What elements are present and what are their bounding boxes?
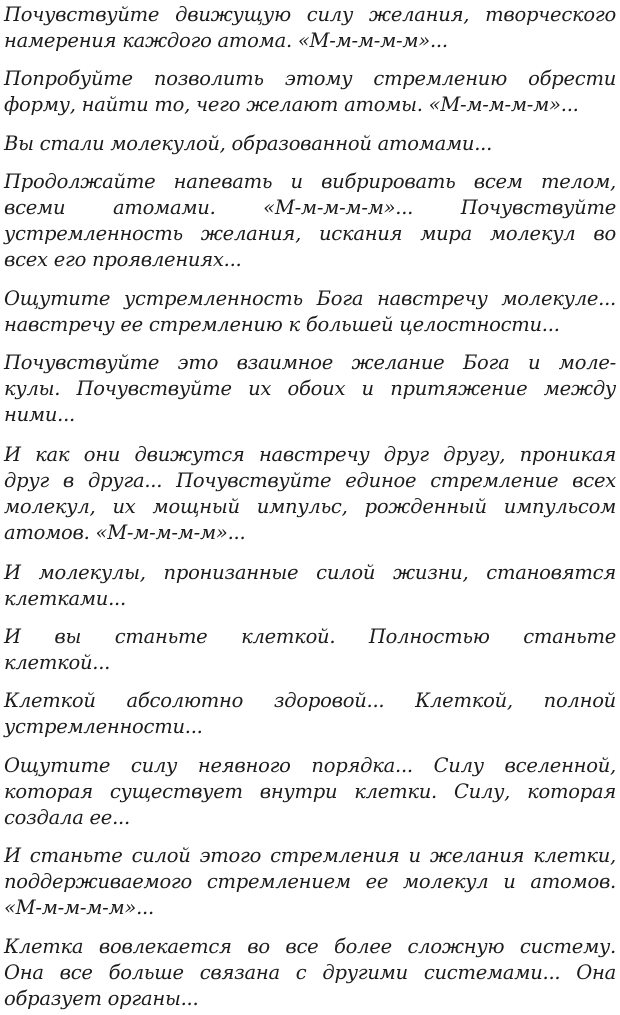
text-line: И молекулы, пронизанные силой жизни, становятся (4, 561, 616, 584)
paragraph-3 (4, 131, 616, 157)
text-line: И как они движутся навстречу друг другу, проникая (4, 443, 616, 466)
text-line: атомов. «М-м-м-м-м»... (4, 521, 246, 544)
paragraph-12 (4, 843, 616, 921)
text-line: Попробуйте позволить этому стремлению обрести (4, 67, 616, 90)
paragraph-10 (4, 688, 616, 740)
text-line: поддерживаемого стремлением ее молекул и атомов. (4, 870, 616, 893)
text-line: клетками... (4, 587, 126, 610)
text-line: И вы станьте клеткой. Полностью станьте (4, 625, 616, 648)
text-line: Почувствуйте движущую силу желания, творческого (4, 3, 616, 26)
paragraph-6 (4, 350, 616, 428)
text-line: ними... (4, 403, 75, 426)
text-line: устремленности... (4, 715, 203, 738)
text-line: Клетка вовлекается во все более сложную систему. (4, 935, 616, 958)
text-line: намерения каждого атома. «М-м-м-м-м»... (4, 29, 448, 52)
text-line: Продолжайте напевать и вибрировать всем телом, (4, 170, 616, 193)
text-line: молекул, их мощный импульс, рожденный импульсом (4, 495, 616, 518)
paragraph-1 (4, 2, 616, 54)
paragraph-13 (4, 934, 616, 1012)
text-line: навстречу ее стремлению к большей целостности... (4, 313, 560, 336)
text-line: клеткой... (4, 651, 111, 674)
text-line: Она все больше связана с другими системами... Она (4, 961, 616, 984)
text-line: которая существует внутри клетки. Силу, которая (4, 780, 616, 803)
paragraph-11 (4, 753, 616, 831)
text-line: всеми атомами. «М-м-м-м-м»... Почувствуйте (4, 196, 616, 219)
text-line: создала ее... (4, 806, 130, 829)
text-line: всех его проявлениях... (4, 248, 242, 271)
text-line: Почувствуйте это взаимное желание Бога и моле- (4, 351, 616, 374)
paragraph-8 (4, 560, 616, 612)
paragraph-5 (4, 286, 616, 338)
paragraph-2 (4, 66, 616, 118)
paragraph-9 (4, 624, 616, 676)
text-line: И станьте силой этого стремления и желания клетки, (4, 844, 616, 867)
text-line: форму, найти то, чего желают атомы. «М-м-м-м-м»... (4, 93, 579, 116)
text-line: кулы. Почувствуйте их обоих и притяжение между (4, 377, 616, 400)
text-line: образует органы... (4, 987, 199, 1010)
text-line: Вы стали молекулой, образованной атомами... (4, 132, 493, 155)
text-line: устремленность желания, искания мира молекул во (4, 222, 616, 245)
paragraph-7 (4, 442, 616, 546)
text-line: Клеткой абсолютно здоровой... Клеткой, полной (4, 689, 616, 712)
paragraph-4 (4, 169, 616, 273)
text-line: Ощутите силу неявного порядка... Силу вселенной, (4, 754, 616, 777)
text-line: «М-м-м-м-м»... (4, 896, 154, 919)
text-line: друг в друга... Почувствуйте единое стремление всех (4, 469, 616, 492)
text-line: Ощутите устремленность Бога навстречу молекуле... (4, 287, 616, 310)
